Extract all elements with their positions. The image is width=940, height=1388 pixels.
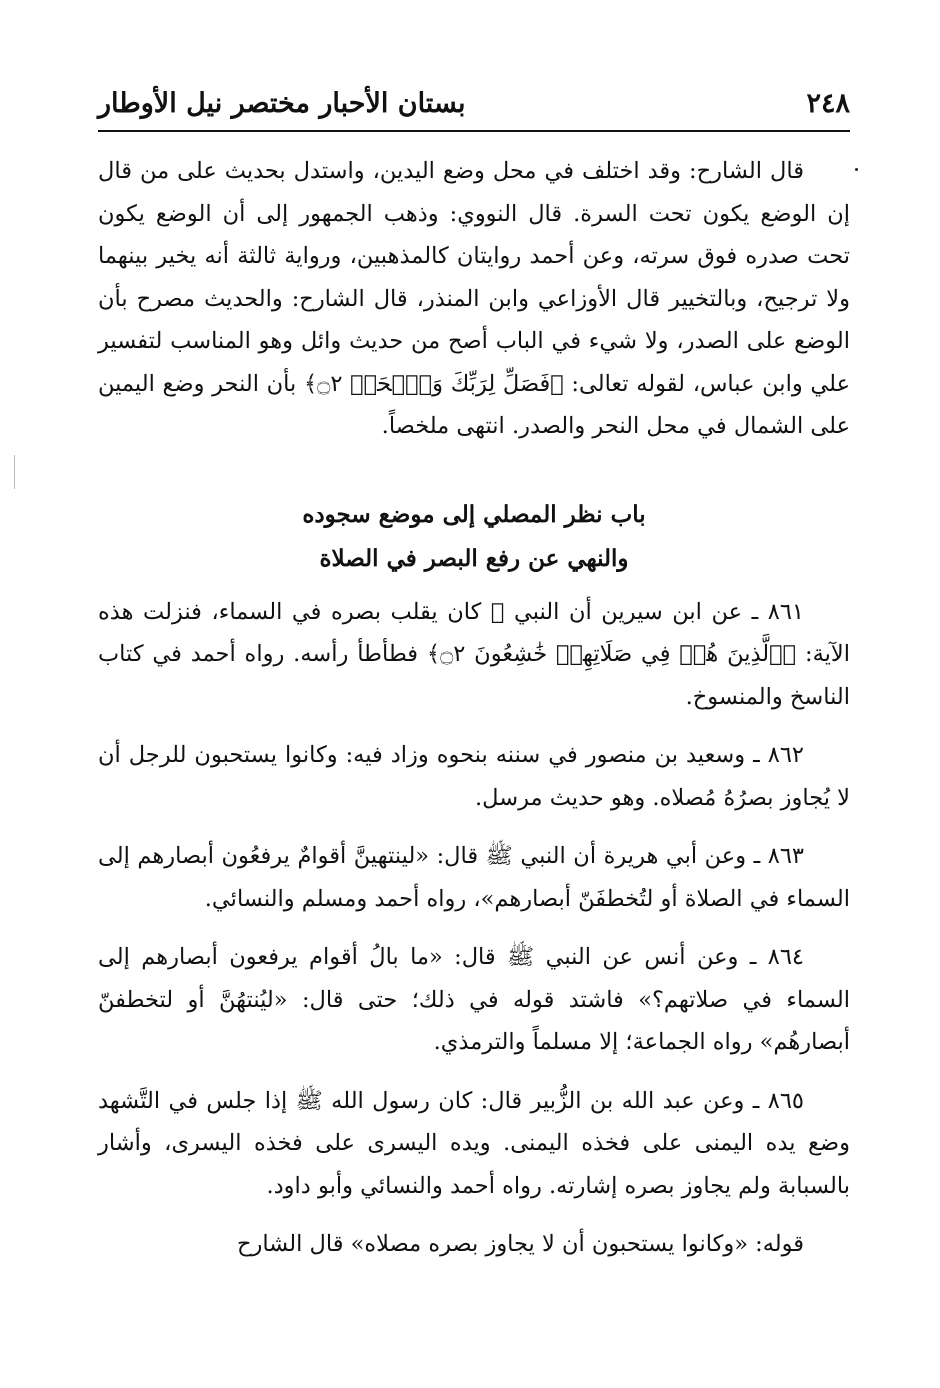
- hadith-865: [98, 1080, 850, 1208]
- closing-commentary: قوله: «وكانوا يستحبون أن لا يجاوز بصره مصلاه» قال الشارح: [236, 1231, 804, 1257]
- page-body: [98, 150, 850, 1266]
- scan-artifact-line: [14, 455, 15, 489]
- book-title: بستان الأحبار مختصر نيل الأوطار: [98, 88, 466, 119]
- hadith-text: عن ابن سيرين أن النبي ﷺ كان يقلب بصره في السماء، فنزلت هذه الآية: ﴿ٱلَّذِينَ هُمۡ فِي صَلَاتِهِمۡ خَٰشِعُونَ ۝٢﴾ فطأطأ رأسه. رواه أحمد في كتاب الناسخ والمنسوخ.: [98, 598, 850, 710]
- hadith-text: وعن أبي هريرة أن النبي ﷺ قال: «لينتهينَّ أقوامٌ يرفعُون أبصارهم إلى السماء في الصلاة أو لتُخطفَنّ أبصارهم»، رواه أحمد ومسلم والنسائي.: [98, 843, 850, 912]
- margin-dot: [855, 168, 858, 171]
- commentary-paragraph: قال الشارح: وقد اختلف في محل وضع اليدين، واستدل بحديث على من قال إن الوضع يكون تحت السرة. قال النووي: وذهب الجمهور إلى أن الوضع يكون تحت صدره فوق سرته، وعن أحمد روايتان كالمذهبين، ورواية ثالثة أنه يخير بينهما ولا ترجيح، وبالتخيير قال الأوزاعي وابن المنذر، قال الشارح: والحديث مصرح بأن الوضع على الصدر، ولا شيء في الباب أصح من حديث وائل وهو المناسب لتفسير علي وابن عباس، لقوله تعالى: ﴿فَصَلِّ لِرَبِّكَ وَٱنۡحَرۡ ۝٢﴾ بأن النحر وضع اليمين على الشمال في محل النحر والصدر. انتهى ملخصاً.: [98, 158, 850, 439]
- hadith-number: ٨٦٣ ـ: [753, 843, 805, 869]
- hadith-text: وعن أنس عن النبي ﷺ قال: «ما بالُ أقوام يرفعون أبصارهم إلى السماء في صلاتهم؟» فاشتد قوله في ذلك؛ حتى قال: «ليُنتهُنَّ أو لتخطفنّ أبصارهُم» رواه الجماعة؛ إلا مسلماً والترمذي.: [98, 944, 850, 1055]
- hadith-text: وسعيد بن منصور في سننه بنحوه وزاد فيه: وكانوا يستحبون للرجل أن لا يُجاوز بصرُهُ مُصلاه. وهو حديث مرسل.: [98, 742, 850, 811]
- hadith-number: ٨٦٥ ـ: [752, 1087, 804, 1114]
- section-title-line-1: باب نظر المصلي إلى موضع سجوده: [302, 500, 646, 528]
- hadith-number: ٨٦٢ ـ: [753, 742, 804, 768]
- hadith-number: ٨٦١ ـ: [751, 598, 805, 625]
- page-header: [98, 86, 850, 132]
- section-title-line-2: والنهي عن رفع البصر في الصلاة: [319, 544, 629, 572]
- hadith-863: [98, 835, 850, 920]
- hadith-861: [98, 591, 850, 719]
- page-number: ٢٤٨: [806, 88, 850, 119]
- hadith-864: [98, 936, 850, 1064]
- hadith-862: [98, 734, 850, 819]
- hadith-number: ٨٦٤ ـ: [749, 944, 804, 970]
- hadith-text: وعن عبد الله بن الزُّبير قال: كان رسول الله ﷺ إذا جلس في التَّشهد وضع يده اليمنى على فخذه اليمنى. ويده اليسرى على فخذه اليسرى، وأشار بالسبابة ولم يجاوز بصره إشارته. رواه أحمد والنسائي وأبو داود.: [98, 1087, 850, 1199]
